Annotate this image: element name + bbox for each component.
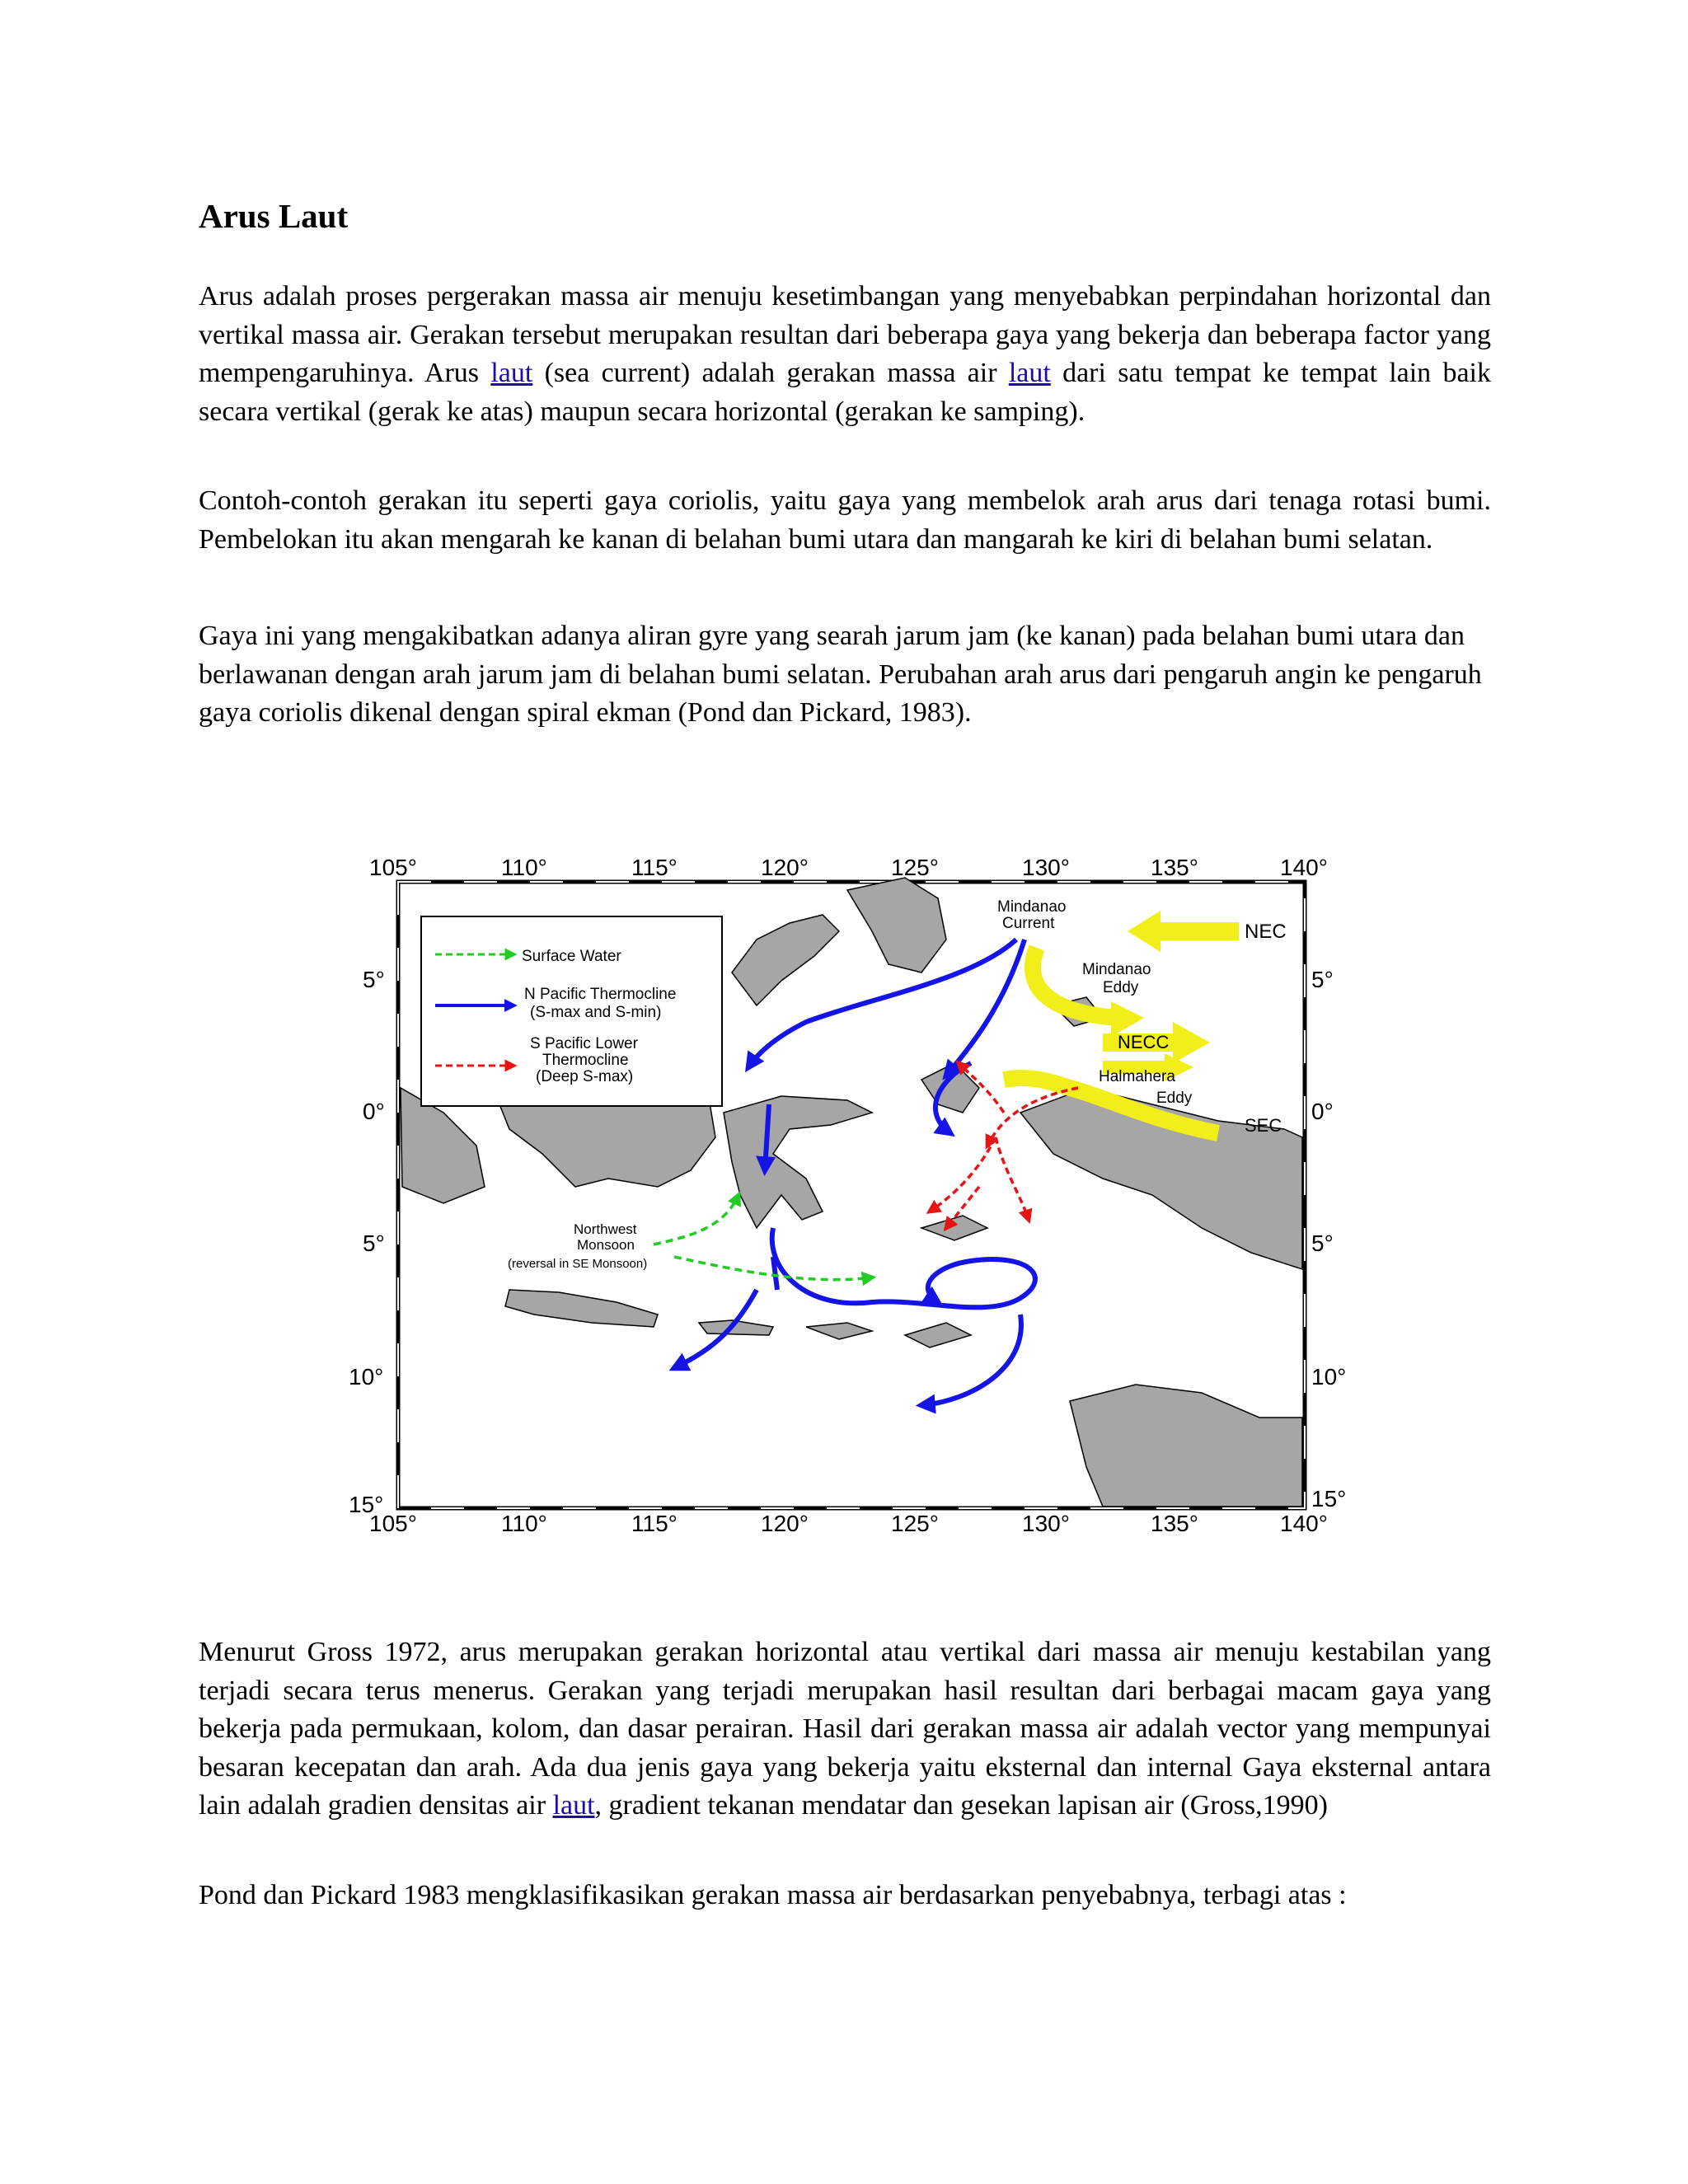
lon-tick: 130°: [1022, 1511, 1070, 1536]
paragraph-text: Arus adalah proses pergerakan massa air menuju kesetimbangan yang menyebabkan perpindahan horizontal dan vertikal massa air. Gerakan tersebut merupakan resultan dari beberapa gaya yang bekerja dan beberapa factor yang mempengaruhinya. Arus: [199, 281, 1491, 388]
label-monsoon-2: Monsoon: [577, 1237, 635, 1253]
legend-lower-thermocline-2: Thermocline: [542, 1052, 629, 1069]
legend-thermocline: N Pacific Thermocline: [524, 986, 677, 1003]
ocean-current-map: [345, 841, 1358, 1541]
paragraph-text: dari satu tempat ke tempat lain baik secara vertikal (gerak ke atas) maupun secara horizontal (gerakan ke samping).: [199, 358, 1491, 427]
map-legend: [421, 916, 722, 1106]
link-laut[interactable]: laut: [490, 358, 533, 388]
label-monsoon: Northwest: [574, 1221, 637, 1237]
paragraph-text: Menurut Gross 1972, arus merupakan gerakan horizontal atau vertikal dari massa air menuju kestabilan yang terjadi secara terus menerus. Gerakan yang terjadi merupakan hasil resultan dari berbagai macam gaya yang bekerja pada permukaan, kolom, dan dasar perairan. Hasil dari gerakan massa air adalah vector yang mempunyai besaran kecepatan dan arah. Ada dua jenis gaya yang bekerja yaitu eksternal dan internal Gaya eksternal antara lain adalah gradien densitas air: [199, 1637, 1491, 1821]
longitude-ticks-bottom: [369, 1511, 1328, 1536]
label-necc: NECC: [1118, 1032, 1170, 1052]
lon-tick: 105°: [369, 855, 417, 880]
longitude-ticks-top: [369, 855, 1328, 880]
lon-tick: 110°: [501, 1511, 547, 1536]
lon-tick: 135°: [1151, 1511, 1198, 1536]
lat-tick: 0°: [363, 1099, 385, 1124]
lon-tick: 130°: [1022, 855, 1070, 880]
label-monsoon-3: (reversal in SE Monsoon): [508, 1257, 648, 1271]
page-title: Arus Laut: [199, 197, 349, 235]
lat-tick: 5°: [1311, 967, 1334, 992]
lat-tick: 5°: [1311, 1230, 1334, 1256]
label-nec: NEC: [1245, 921, 1287, 943]
paragraph-text: (sea current) adalah gerakan massa air: [532, 358, 1009, 388]
lon-tick: 115°: [631, 855, 678, 880]
label-mindanao-eddy-2: Eddy: [1103, 979, 1139, 996]
label-halmahera-eddy-2: Eddy: [1156, 1090, 1193, 1107]
latitude-ticks-left: [349, 967, 385, 1517]
lat-tick: 5°: [363, 1230, 385, 1256]
paragraph-classification: Pond dan Pickard 1983 mengklasifikasikan gerakan massa air berdasarkan penyebabnya, terbagi atas :: [199, 1880, 1347, 1910]
lon-tick: 140°: [1280, 855, 1328, 880]
lon-tick: 135°: [1151, 855, 1198, 880]
paragraph-gyre: Gaya ini yang mengakibatkan adanya aliran gyre yang searah jarum jam (ke kanan) pada belahan bumi utara dan berlawanan dengan arah jarum jam di belahan bumi selatan. Perubahan arah arus dari pengaruh angin ke pengaruh gaya coriolis dikenal dengan spiral ekman (Pond dan Pickard, 1983).: [199, 621, 1482, 728]
paragraph-gross: [199, 1633, 1491, 1825]
legend-lower-thermocline-3: (Deep S-max): [536, 1068, 634, 1085]
lon-tick: 125°: [891, 1511, 939, 1536]
lon-tick: 125°: [891, 855, 939, 880]
paragraph-text: , gradient tekanan mendatar dan gesekan lapisan air (Gross,1990): [594, 1790, 1328, 1821]
legend-thermocline-sub: (S-max and S-min): [530, 1004, 662, 1021]
link-laut[interactable]: laut: [552, 1790, 595, 1821]
label-mindanao-eddy: Mindanao: [1082, 961, 1151, 978]
lat-tick: 5°: [363, 967, 385, 992]
lon-tick: 140°: [1280, 1511, 1328, 1536]
paragraph-definition: [199, 278, 1491, 431]
label-sec: SEC: [1245, 1115, 1282, 1136]
label-halmahera-eddy: Halmahera: [1099, 1068, 1175, 1085]
label-mindanao-current: Mindanao: [997, 898, 1067, 916]
label-mindanao-current-2: Current: [1002, 915, 1055, 932]
legend-lower-thermocline: S Pacific Lower: [530, 1035, 638, 1052]
lon-tick: 105°: [369, 1511, 417, 1536]
lat-tick: 0°: [1311, 1099, 1334, 1124]
lon-tick: 110°: [501, 855, 547, 880]
lon-tick: 115°: [631, 1511, 678, 1536]
lat-tick: 15°: [349, 1492, 384, 1517]
latitude-ticks-right: [1311, 967, 1346, 1511]
link-laut[interactable]: laut: [1008, 358, 1051, 388]
lon-tick: 120°: [761, 1511, 809, 1536]
lat-tick: 10°: [349, 1364, 384, 1390]
legend-surface-water: Surface Water: [522, 948, 621, 965]
paragraph-coriolis: Contoh-contoh gerakan itu seperti gaya coriolis, yaitu gaya yang membelok arah arus dari tenaga rotasi bumi. Pembelokan itu akan mengarah ke kanan di belahan bumi utara dan mangarah ke kiri di belahan bumi selatan.: [199, 485, 1491, 555]
lat-tick: 15°: [1311, 1486, 1347, 1511]
lat-tick: 10°: [1311, 1364, 1347, 1390]
lon-tick: 120°: [761, 855, 809, 880]
